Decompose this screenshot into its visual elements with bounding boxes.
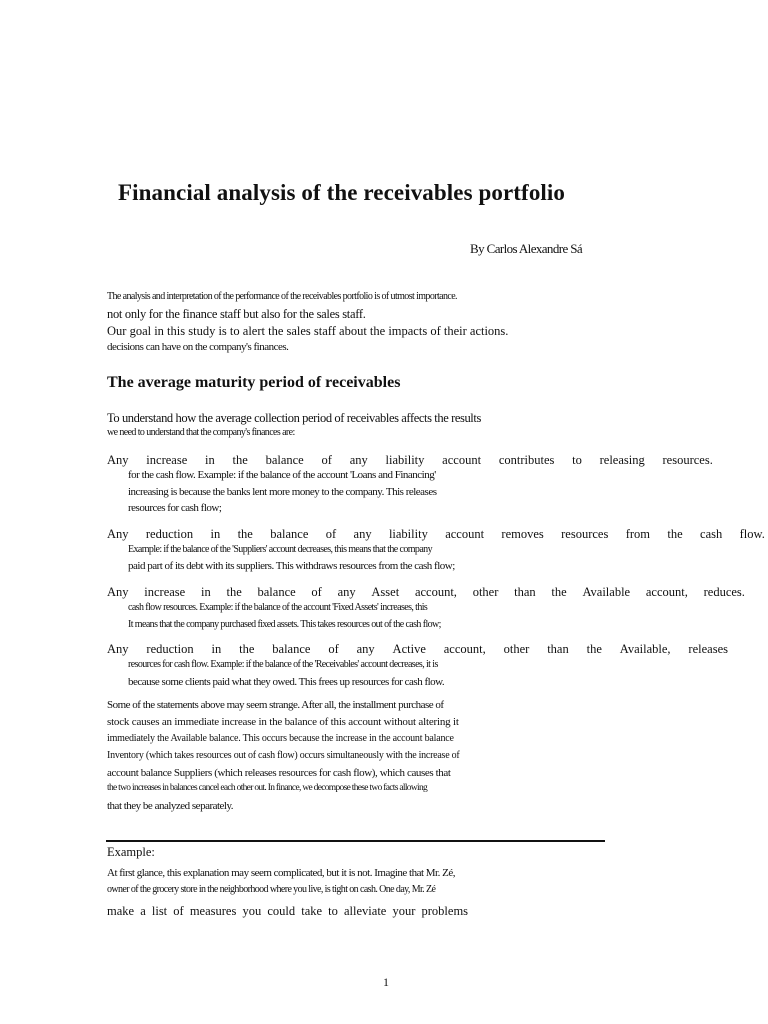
- horizontal-rule: [106, 840, 605, 842]
- document-title: Financial analysis of the receivables portfolio: [118, 180, 566, 205]
- paragraph-line: Inventory (which takes resources out of cash flow) occurs simultaneously with the increase of: [107, 750, 460, 761]
- example-line: make a list of measures you could take to alleviate your problems: [107, 904, 469, 918]
- example-line: At first glance, this explanation may seem complicated, but it is not. Imagine that Mr. Zé,: [107, 867, 455, 879]
- intro-line: not only for the finance staff but also for the sales staff.: [107, 307, 366, 321]
- paragraph-line: account balance Suppliers (which releases resources for cash flow), which causes that: [107, 767, 451, 779]
- paragraph-line: stock causes an immediate increase in the balance of this account without altering it: [107, 716, 459, 728]
- list-item-line: increasing is because the banks lent more money to the company. This releases: [128, 486, 437, 498]
- lead-line: To understand how the average collection period of receivables affects the results: [107, 411, 481, 425]
- paragraph-line: immediately the Available balance. This occurs because the increase in the account balance: [107, 733, 454, 744]
- example-line: owner of the grocery store in the neighborhood where you live, is tight on cash. One day, Mr. Zé: [107, 884, 436, 895]
- page-number: 1: [383, 975, 389, 989]
- list-item-line: for the cash flow. Example: if the balance of the account 'Loans and Financing': [128, 469, 436, 481]
- list-item-line: because some clients paid what they owed. This frees up resources for cash flow.: [128, 676, 445, 688]
- list-item-line: resources for cash flow;: [128, 502, 222, 514]
- list-item-line: It means that the company purchased fixed assets. This takes resources out of the cash flow;: [128, 619, 441, 630]
- paragraph-line: that they be analyzed separately.: [107, 800, 234, 812]
- intro-line: The analysis and interpretation of the performance of the receivables portfolio is of utmost importance.: [107, 291, 457, 302]
- list-item-first-line: Any increase in the balance of any Asset account, other than the Available account, reduces.: [107, 585, 745, 599]
- list-item-first-line: Any reduction in the balance of any liability account removes resources from the cash flow.: [107, 527, 765, 541]
- list-item-first-line: Any reduction in the balance of any Active account, other than the Available, releases: [107, 642, 728, 656]
- paragraph-line: Some of the statements above may seem strange. After all, the installment purchase of: [107, 699, 444, 711]
- list-item-line: Example: if the balance of the 'Suppliers' account decreases, this means that the company: [128, 544, 432, 555]
- intro-line: Our goal in this study is to alert the sales staff about the impacts of their actions.: [107, 324, 509, 338]
- paragraph-line: the two increases in balances cancel each other out. In finance, we decompose these two facts allowing: [107, 783, 428, 793]
- author-byline: By Carlos Alexandre Sá: [470, 241, 583, 256]
- list-item-line: cash flow resources. Example: if the balance of the account 'Fixed Assets' increases, this: [128, 602, 428, 613]
- example-label: Example:: [107, 845, 155, 859]
- lead-line: we need to understand that the company's finances are:: [107, 427, 295, 438]
- list-item-line: paid part of its debt with its suppliers. This withdraws resources from the cash flow;: [128, 560, 455, 572]
- intro-line: decisions can have on the company's finances.: [107, 341, 289, 353]
- list-item-first-line: Any increase in the balance of any liability account contributes to releasing resources.: [107, 453, 713, 467]
- section-heading: The average maturity period of receivables: [107, 374, 401, 391]
- list-item-line: resources for cash flow. Example: if the balance of the 'Receivables' account decreases, it is: [128, 659, 438, 670]
